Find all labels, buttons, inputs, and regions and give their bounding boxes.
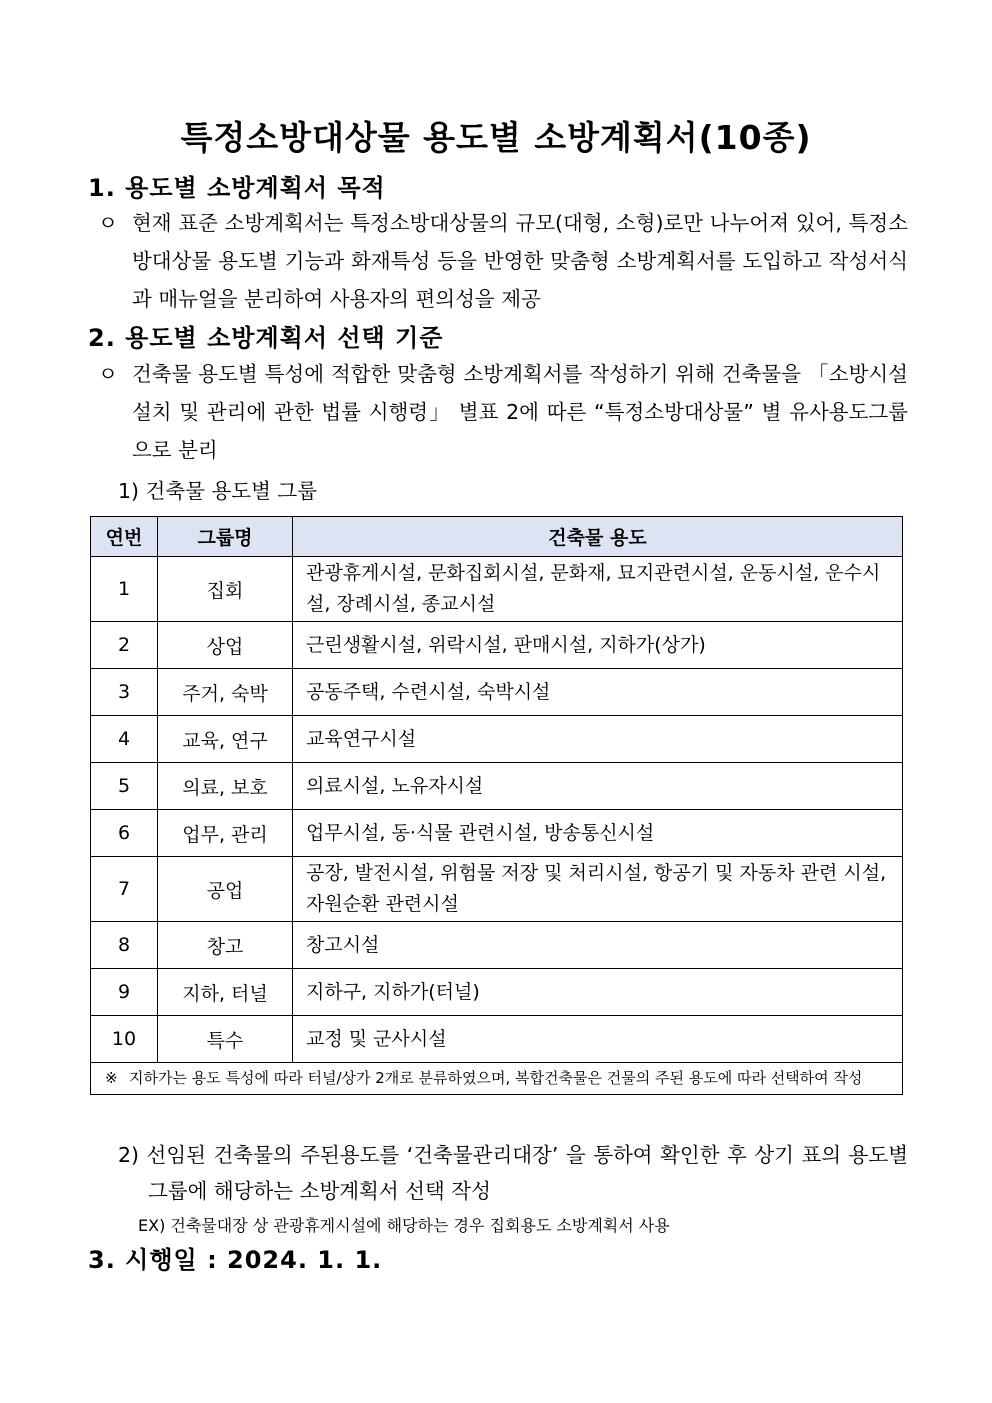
row-no: 3 [91,669,158,716]
row-group: 공업 [158,857,293,922]
row-group: 집회 [158,557,293,622]
header-uses: 건축물 용도 [293,517,903,557]
table-row [91,857,903,922]
table-row [91,557,903,622]
row-uses: 창고시설 [293,922,903,969]
row-uses: 근린생활시설, 위락시설, 판매시설, 지하가(상가) [293,622,903,669]
row-no: 2 [91,622,158,669]
row-uses: 공동주택, 수련시설, 숙박시설 [293,669,903,716]
row-group: 특수 [158,1016,293,1063]
row-no: 5 [91,763,158,810]
row-no: 7 [91,857,158,922]
row-no: 10 [91,1016,158,1063]
selection-instruction [118,1137,908,1209]
row-uses: 업무시설, 동·식물 관련시설, 방송통신시설 [293,810,903,857]
row-uses: 의료시설, 노유자시설 [293,763,903,810]
table-row [91,1016,903,1063]
row-uses: 교정 및 군사시설 [293,1016,903,1063]
row-uses: 교육연구시설 [293,716,903,763]
row-group: 지하, 터널 [158,969,293,1016]
table-row [91,922,903,969]
bullet-mark: ㅇ [98,362,118,386]
table-row [91,716,903,763]
selection-instruction-text: 2) 선임된 건축물의 주된용도를 ‘건축물관리대장’ 을 통하여 확인한 후 상기 표의 용도별 그룹에 해당하는 소방계획서 선택 작성 [118,1143,908,1203]
building-use-group-table [90,516,903,1095]
table-header-row [91,517,903,557]
table-row [91,669,903,716]
note-text: 지하가는 용도 특성에 따라 터널/상가 2개로 분류하였으며, 복합건축물은 건물의 주된 용도에 따라 선택하여 작성 [129,1069,863,1087]
row-no: 8 [91,922,158,969]
table-caption: 1) 건축물 용도별 그룹 [118,479,318,503]
row-group: 창고 [158,922,293,969]
table-row [91,810,903,857]
table-row [91,969,903,1016]
row-uses: 관광휴게시설, 문화집회시설, 문화재, 묘지관련시설, 운동시설, 운수시설, 장례시설, 종교시설 [293,557,903,622]
document-title: 특정소방대상물 용도별 소방계획서(10종) [180,118,812,157]
header-no: 연번 [91,517,158,557]
row-group: 교육, 연구 [158,716,293,763]
table-row [91,763,903,810]
row-no: 9 [91,969,158,1016]
row-uses: 공장, 발전시설, 위험물 저장 및 처리시설, 항공기 및 자동차 관련 시설, 자원순환 관련시설 [293,857,903,922]
row-group: 상업 [158,622,293,669]
section-1-text: 현재 표준 소방계획서는 특정소방대상물의 규모(대형, 소형)로만 나누어져 있어, 특정소방대상물 용도별 기능과 화재특성 등을 반영한 맞춤형 소방계획서를 도입하고 작성서식과 매뉴얼을 분리하여 사용자의 편의성을 제공 [132,211,908,311]
row-no: 1 [91,557,158,622]
table-row [91,622,903,669]
table-note-row [91,1063,903,1095]
row-group: 업무, 관리 [158,810,293,857]
section-1-heading: 1. 용도별 소방계획서 목적 [88,174,386,202]
section-2-text: 건축물 용도별 특성에 적합한 맞춤형 소방계획서를 작성하기 위해 건축물을 「소방시설 설치 및 관리에 관한 법률 시행령」 별표 2에 따른 “특정소방대상물” 별 유사용도그룹으로 분리 [132,362,908,462]
note-mark: ※ [105,1069,118,1087]
row-no: 4 [91,716,158,763]
table-note [91,1063,903,1095]
row-group: 주거, 숙박 [158,669,293,716]
section-2-paragraph [98,355,908,469]
row-no: 6 [91,810,158,857]
section-1-paragraph [98,204,908,318]
section-3-heading: 3. 시행일 : 2024. 1. 1. [88,1246,383,1274]
row-group: 의료, 보호 [158,763,293,810]
header-group: 그룹명 [158,517,293,557]
section-2-heading: 2. 용도별 소방계획서 선택 기준 [88,324,444,352]
row-uses: 지하구, 지하가(터널) [293,969,903,1016]
example-note: EX) 건축물대장 상 관광휴게시설에 해당하는 경우 집회용도 소방계획서 사용 [138,1216,670,1235]
bullet-mark: ㅇ [98,211,118,235]
